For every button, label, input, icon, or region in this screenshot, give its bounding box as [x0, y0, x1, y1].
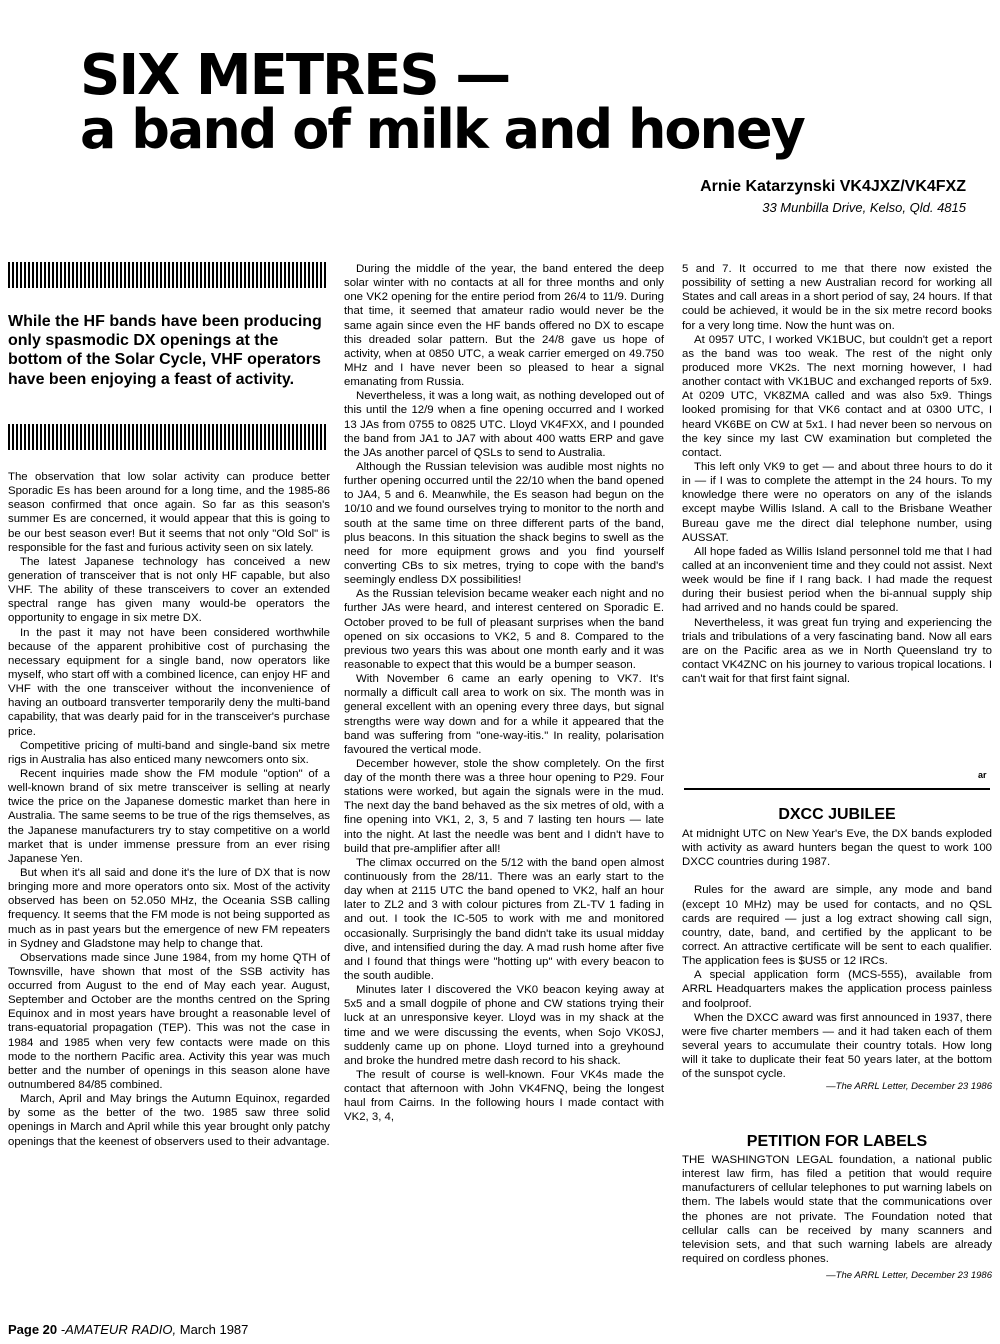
paragraph: Nevertheless, it was great fun trying and experiencing the trials and tribulations of a very fascinating band. Now all ears are on the Pacific area as we in North Queensland try to contact VK4ZNC on his journey to various tropical locations. I can't wait for that first faint signal.: [682, 616, 992, 686]
petition-source: —The ARRL Letter, December 23 1986: [826, 1270, 992, 1282]
section-divider: [684, 788, 990, 790]
article-title-line2: a band of milk and honey: [80, 98, 804, 161]
paragraph: March, April and May brings the Autumn Equinox, regarded by some as the better of the two. 1985 saw three solid openings in March and April while this year brought only patchy openings that the keenest of observers used to their advantage.: [8, 1093, 330, 1148]
petition-article: [682, 1153, 992, 1282]
article-column-3: [682, 262, 992, 686]
paragraph: The observation that low solar activity can produce better Sporadic Es has been around for a long time, and the 1985-86 season confirmed that once again. So far as this season's summer Es are concerned, it would appear that this is going to be our best season ever! But it seems that not only "Old Sol" is responsible for the fast and furious activity seen on six lately.: [8, 471, 330, 554]
paragraph: At 0957 UTC, I worked VK1BUC, but couldn't get a report as the band was too weak. The rest of the night only produced more VK2s. The next morning however, I had another contact with VK1BUC and exchanged reports of 5x9. At 0209 UTC, VK8ZMA called and was also 5x9. Things looked promising for that VK6 contact and at 0300 UTC, I heard VK6BE on CW at 5x1. I had never been so nervous on the key since my last CW examination but completed the contact.: [682, 333, 992, 459]
issue-date: March 1987: [179, 1322, 249, 1337]
page-number: Page 20: [8, 1322, 58, 1337]
standfirst: While the HF bands have been producing only spasmodic DX openings at the bottom of the Solar Cycle, VHF operators have been enjoying a feast of activity.: [8, 313, 322, 388]
paragraph: All hope faded as Willis Island personnel told me that I had called at an inconvenient time and they could not assist. Next week would be fine if I rang back. I had made the request during their busiest period when the bi-annual supply ship had arrived and no hands could be spared.: [682, 545, 992, 615]
paragraph: As the Russian television became weaker each night and no further JAs were heard, and interest centered on Sporadic E. October proved to be full of pleasant surprises when the band opened on six occasions to VK2, 5 and 8. Compared to the previous two years this was about one month early and it was reasonable to expect that this would be a bumper season.: [344, 588, 664, 671]
article-end-mark: ar: [978, 770, 987, 780]
paragraph: Rules for the award are simple, any mode and band (except 10 MHz) may be used for contacts, and no QSL cards are required — just a log extract showing call sign, country, date, band, and certified by the applicant to be correct. An attractive certificate will be sent to each qualifier. The application fees is $US5 or 12 IRCs.: [682, 884, 992, 968]
dxcc-article: [682, 827, 992, 1093]
paragraph: The result of course is well-known. Four VK4s made the contact that afternoon with John VK4FNQ, being the longest haul from Cairns. In the following hours I made contact with VK2, 3, 4,: [344, 1069, 664, 1124]
article-column-2: [344, 262, 664, 1125]
paragraph: The latest Japanese technology has conceived a new generation of transceiver that is not only HF capable, but also VHF. The ability of these transceivers to cover an extended spectral range has given many would-be operators the opportunity to engage in six metre DX.: [8, 555, 330, 625]
paragraph: Recent inquiries made show the FM module "option" of a well-known brand of six metre transceiver is selling at nearly twice the price on the Japanese domestic market than here in Australia. The same seems to be true of the rigs themselves, as the Japanese manufacturers try to stay competitive on a world market that is under immense pressure from an ever rising Japanese Yen.: [8, 767, 330, 865]
paragraph: THE WASHINGTON LEGAL foundation, a national public interest law firm, has filed a petition that would require manufacturers of cellular telephones to put warning labels on them. The labels would state that the communications over the phones are not private. The Foundation noted that cellular calls can be received by many scanners and television sets, and that such warning labels are already required on cordless phones.: [682, 1154, 992, 1265]
petition-heading: PETITION FOR LABELS: [746, 1133, 928, 1150]
paragraph: During the middle of the year, the band entered the deep solar winter with no contacts at all for three months and only one VK2 opening for the entire period from 26/4 to 11/9. During that time, it seemed that amateur radio would never be the same again since even the HF bands offered no DX to escape this dreaded solar pattern. But the 24/8 gave us hope of activity, when at 0850 UTC, a weak carrier emerged on 49.750 MHz and I have never been so pleased to hear a signal emanating from Russia.: [344, 263, 664, 389]
page-footer: [8, 1322, 248, 1337]
paragraph: This left only VK9 to get — and about three hours to do it in — if I was to complete the attempt in the 24 hours. To my knowledge there were no operators on any of the islands except maybe Willis Island. A call to the Brisbane Weather Bureau gave me the direct dial telephone number, using AUSSAT.: [682, 460, 992, 544]
dxcc-heading: DXCC JUBILEE: [778, 806, 896, 823]
paragraph: Minutes later I discovered the VK0 beacon keying away at 5x5 and a small dogpile of phone and CW stations trying their luck at an unresponsive keyer. Lloyd was in my shack at the time and we were discussing the events, when Sojo VK0SJ, suddenly came up on phone. Lloyd turned into a greyhound and broke the hundred metre dash record to his shack.: [344, 984, 664, 1067]
article-title-line1: SIX METRES —: [80, 43, 510, 108]
paragraph: When the DXCC award was first announced in 1937, there were five charter members — and it had taken each of them several years to accumulate their country totals. How long will it take to duplicate their feat 50 years later, at the bottom of the sunspot cycle.: [682, 1011, 992, 1081]
dxcc-source: —The ARRL Letter, December 23 1986: [826, 1081, 992, 1093]
publication-name: -AMATEUR RADIO,: [60, 1322, 177, 1337]
paragraph: In the past it may not have been considered worthwhile because of the apparent prohibitive cost of purchasing the necessary equipment for a single band, now operators like myself, who start off with a combined licence, can enjoy HF and VHF with the one transceiver without the inconvenience of having an outboard transverter temporarily deny the multi-band capability, that was dearly paid for in the transceiver's purchase price.: [8, 626, 330, 738]
paragraph: Although the Russian television was audible most nights no further opening occurred until the 22/10 when the band opened to JA4, 5 and 6. Meanwhile, the Es season had begun on the 10/10 and we found ourselves trying to monitor to the north and south at the same time on three different parts of the band, plus beacons. In this situation the shack begins to swell as the need for more equipment grows and you find yourself converting CBs to six metres, trying to cope with the band's seemingly endless DX possibilities!: [344, 460, 664, 587]
paragraph: The climax occurred on the 5/12 with the band open almost continuously from the 28/11. There was an early start to the day when at 2115 UTC the band opened to VK2, half an hour later to ZL2 and 3 with colour pictures from ZL-TV 1 fading in and out. I took the IC-505 to work with me and monitored occasionally. Surprisingly the band didn't take its usual midday dive, and intensified during the day. A mad rush home after five and I found that things were "hotting up" with every beacon to the south audible.: [344, 856, 664, 983]
paragraph: Nevertheless, it was a long wait, as nothing developed out of this until the 12/9 when a fine opening occurred and I worked 13 JAs from 0755 to 0825 UTC. Lloyd VK4FXX, and I pounded the band from JA1 to JA7 with about 400 watts ERP and gave the JAs another parcel of QSLs to send to Australia.: [344, 390, 664, 459]
paragraph: Observations made since June 1984, from my home QTH of Townsville, have shown that most of the SSB activity has occurred from August to the end of May each year. August, September and October are the months centred on the Spring Equinox and in most years have brought a reasonable level of trans-equatorial propagation (TEP). This was not the case in 1984 and 1985 when very few contacts were made on this mode to the northern Pacific area. Activity this year was much better and the number of openings in this season alone have outnumbered 84/85 combined.: [8, 951, 330, 1092]
paragraph: A special application form (MCS-555), available from ARRL Headquarters makes the application process painless and foolproof.: [682, 969, 992, 1010]
paragraph: But when it's all said and done it's the lure of DX that is now bringing more and more operators onto six. Most of the activity observed has been on 52.050 MHz, the Oceania SSB calling frequency. It seems that the FM mode is not being supported as much as in past years but the emergence of new FM repeaters in Sydney and Gladstone may help to change that.: [8, 866, 330, 950]
author-address: 33 Munbilla Drive, Kelso, Qld. 4815: [762, 200, 966, 215]
paragraph: December however, stole the show completely. On the first day of the month there was a three hour opening to P29. Four stations were worked, but again the signals were in the mud. The next day the band behaved as the six metres of old, with a fine opening into VK1, 2, 3, 5 and 7 lasting ten hours — late into the night. At last the needle was bent and I didn't have to build that pre-amplifier after all!: [344, 757, 664, 855]
paragraph: 5 and 7. It occurred to me that there now existed the possibility of setting a new Australian record for working all States and call areas in a short period of say, 24 hours. If that could be achieved, it would be in the six metre record books for a very long time. Now the hunt was on.: [682, 263, 992, 332]
paragraph: Competitive pricing of multi-band and single-band six metre rigs in Australia has also enticed many newcomers onto six.: [8, 739, 330, 766]
paragraph: With November 6 came an early opening to VK7. It's normally a difficult call area to work on six. The month was in general excellent with an opening every three days, but signal strengths were way down and for a while it appeared that the band was suffering from "one-way-itis." In reality, polarisation favoured the vertical mode.: [344, 673, 664, 756]
author-byline: Arnie Katarzynski VK4JXZ/VK4FXZ: [700, 178, 966, 195]
article-column-1: [8, 470, 330, 1149]
paragraph: At midnight UTC on New Year's Eve, the DX bands exploded with activity as award hunters began the quest to work 100 DXCC countries during 1987.: [682, 828, 992, 869]
decorative-rule-top: [8, 262, 326, 288]
decorative-rule-bottom: [8, 424, 326, 450]
